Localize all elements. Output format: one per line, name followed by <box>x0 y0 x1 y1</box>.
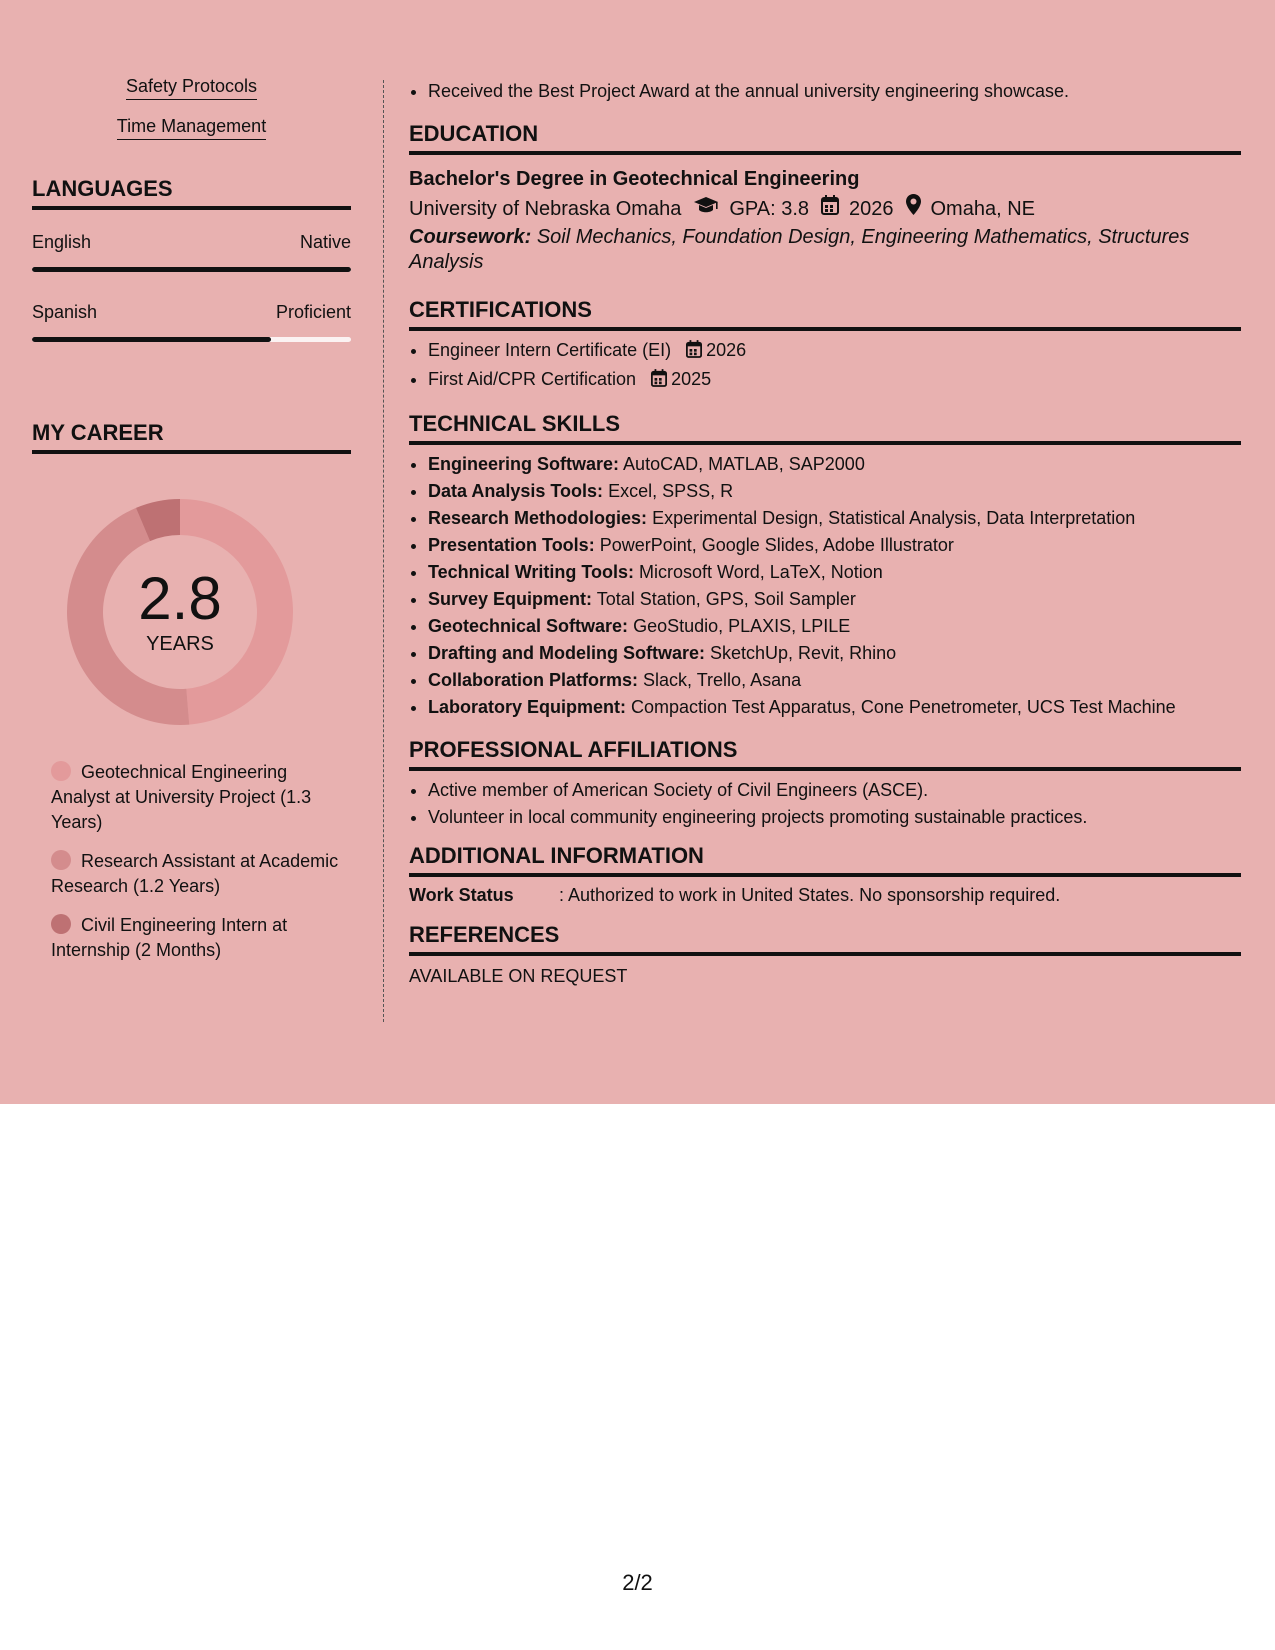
calendar-icon <box>821 193 839 225</box>
language-level: Proficient <box>275 302 351 322</box>
skill-item <box>428 478 1241 505</box>
award-list <box>409 78 1241 105</box>
language-name: English <box>32 232 92 252</box>
graduation-year: 2026 <box>849 198 894 220</box>
school-location: Omaha, NE <box>930 198 1035 220</box>
location-pin-icon <box>906 193 921 225</box>
calendar-icon <box>651 368 667 395</box>
language-level-fill <box>32 337 271 342</box>
school-name: University of Nebraska Omaha <box>409 198 682 220</box>
career-legend-item <box>51 760 341 835</box>
page-number: 2/2 <box>622 1570 653 1595</box>
skill-values: AutoCAD, MATLAB, SAP2000 <box>623 454 865 474</box>
skill-category: Laboratory Equipment: <box>428 697 627 717</box>
legend-label: Civil Engineering Intern at Internship (2 Months) <box>51 915 288 960</box>
skill-item <box>428 532 1241 559</box>
skill-item <box>428 613 1241 640</box>
affiliations-heading: PROFESSIONAL AFFILIATIONS <box>409 737 1241 771</box>
degree-title: Bachelor's Degree in Geotechnical Engineering <box>409 168 860 190</box>
skill-values: PowerPoint, Google Slides, Adobe Illustrator <box>599 535 954 555</box>
certification-name: Engineer Intern Certificate (EI) <box>428 340 672 360</box>
career-total-unit: YEARS <box>146 632 214 655</box>
certification-name: First Aid/CPR Certification <box>428 369 637 389</box>
skill-category: Drafting and Modeling Software: <box>428 643 705 663</box>
coursework-label: Coursework: <box>409 226 532 248</box>
language-english <box>32 232 351 272</box>
language-spanish <box>32 302 351 342</box>
career-heading: MY CAREER <box>32 420 351 454</box>
certification-item <box>428 337 1241 366</box>
affiliations-list <box>409 777 1241 831</box>
list-item: • Received the Best Project Award at the annual university engineering showcase. <box>428 78 1241 105</box>
coursework <box>409 225 1241 275</box>
language-level: Native <box>299 232 351 252</box>
language-level-bar <box>32 267 351 272</box>
certification-year: 2026 <box>706 340 747 360</box>
list-item: • Active member of American Society of Civil Engineers (ASCE). <box>428 777 1241 804</box>
skill-values: SketchUp, Revit, Rhino <box>710 643 897 663</box>
work-status-label: Work Status <box>409 885 514 905</box>
skill-values: Compaction Test Apparatus, Cone Penetrometer, UCS Test Machine <box>631 697 1176 717</box>
technical-skills-heading: TECHNICAL SKILLS <box>409 411 1241 445</box>
legend-label: Geotechnical Engineering Analyst at University Project (1.3 Years) <box>51 762 312 832</box>
education-heading: EDUCATION <box>409 121 1241 155</box>
skill-values: Slack, Trello, Asana <box>643 670 802 690</box>
career-donut-chart <box>66 498 294 726</box>
skill-category: Collaboration Platforms: <box>428 670 639 690</box>
education-meta <box>409 193 1241 225</box>
references-heading: REFERENCES <box>409 922 1241 956</box>
skill-category: Geotechnical Software: <box>428 616 629 636</box>
main-content <box>409 78 1241 987</box>
coursework-list: Soil Mechanics, Foundation Design, Engineering Mathematics, Structures Analysis <box>409 226 1190 273</box>
skill-category: Engineering Software: <box>428 454 620 474</box>
skill-item <box>428 640 1241 667</box>
legend-dot <box>51 761 71 781</box>
skill-time-management: Time Management <box>117 116 266 140</box>
skill-category: Technical Writing Tools: <box>428 562 635 582</box>
certification-year: 2025 <box>671 369 712 389</box>
career-legend <box>51 760 341 963</box>
work-status-value: : Authorized to work in United States. No sponsorship required. <box>559 885 1061 905</box>
graduation-cap-icon <box>693 193 719 225</box>
skill-values: Excel, SPSS, R <box>608 481 734 501</box>
skill-category: Research Methodologies: <box>428 508 648 528</box>
list-item: • Volunteer in local community engineering projects promoting sustainable practices. <box>428 804 1241 831</box>
column-divider <box>383 80 384 1022</box>
skill-category: Presentation Tools: <box>428 535 595 555</box>
certifications-heading: CERTIFICATIONS <box>409 297 1241 331</box>
language-level-fill <box>32 267 351 272</box>
technical-skills-list <box>409 451 1241 721</box>
references-text: AVAILABLE ON REQUEST <box>409 966 628 986</box>
career-total-years: 2.8 <box>138 564 222 632</box>
skill-item <box>428 559 1241 586</box>
certification-item <box>428 366 1241 395</box>
skill-item <box>428 667 1241 694</box>
career-legend-item <box>51 913 341 963</box>
languages-heading: LANGUAGES <box>32 176 351 210</box>
certification-list <box>409 337 1241 395</box>
sidebar <box>32 76 351 977</box>
language-level-bar <box>32 337 351 342</box>
skill-values: Total Station, GPS, Soil Sampler <box>596 589 856 609</box>
calendar-icon <box>686 339 702 366</box>
skill-values: Experimental Design, Statistical Analysis, Data Interpretation <box>652 508 1136 528</box>
language-name: Spanish <box>32 302 98 322</box>
skill-item <box>428 586 1241 613</box>
skill-item <box>428 694 1241 721</box>
legend-dot <box>51 850 71 870</box>
legend-dot <box>51 914 71 934</box>
legend-label: Research Assistant at Academic Research (1.2 Years) <box>51 851 339 896</box>
career-legend-item <box>51 849 341 899</box>
gpa: GPA: 3.8 <box>729 198 809 220</box>
skill-item <box>428 505 1241 532</box>
work-status-row <box>409 885 1241 906</box>
skill-category: Survey Equipment: <box>428 589 593 609</box>
skill-values: Microsoft Word, LaTeX, Notion <box>639 562 883 582</box>
skill-safety-protocols: Safety Protocols <box>126 76 257 100</box>
additional-info-heading: ADDITIONAL INFORMATION <box>409 843 1241 877</box>
skill-values: GeoStudio, PLAXIS, LPILE <box>633 616 851 636</box>
skill-item <box>428 451 1241 478</box>
skill-category: Data Analysis Tools: <box>428 481 604 501</box>
